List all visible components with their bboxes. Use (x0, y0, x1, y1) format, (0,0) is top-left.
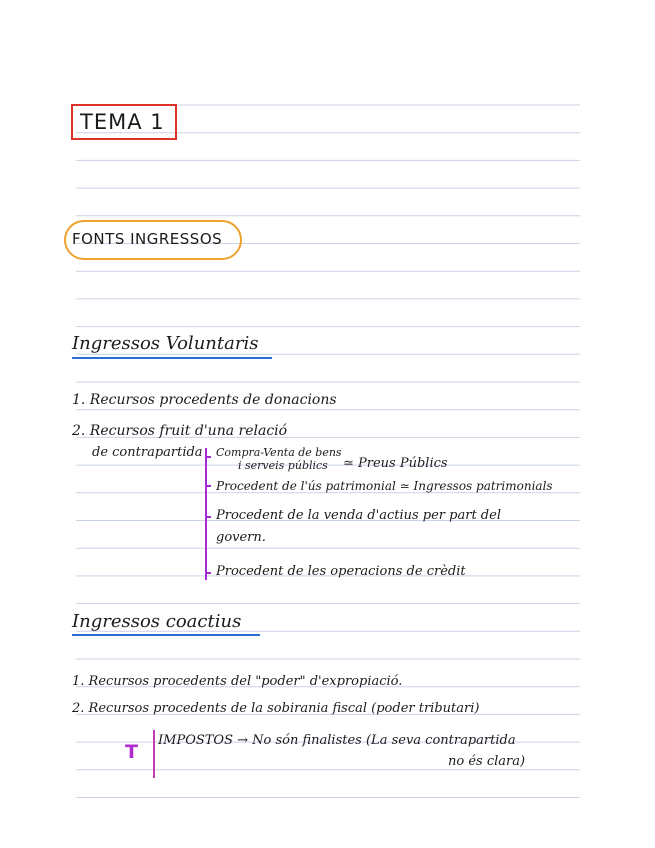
branch-text: Procedent de la venda d'actius per part del (216, 508, 501, 523)
heading-coactius: Ingressos coactius (72, 611, 242, 632)
subtitle: FONTS INGRESSOS (72, 230, 223, 248)
branch-text: Compra-Venta de bens (216, 446, 342, 459)
branch-dash (205, 516, 211, 518)
branch-dash (205, 572, 211, 574)
branch-bracket (205, 448, 207, 580)
branch-text: Procedent de l'ús patrimonial ≃ Ingressos patrimonials (216, 479, 553, 493)
branch-text: govern. (216, 530, 266, 545)
heading-voluntaris: Ingressos Voluntaris (72, 333, 259, 354)
page-title: TEMA 1 (80, 110, 165, 134)
branch-text: i serveis públics (238, 459, 328, 472)
list-item: 2. Recursos procedents de la sobirania fiscal (poder tributari) (72, 701, 480, 716)
list-item: 1. Recursos procedents del "poder" d'expropiació. (72, 674, 403, 689)
branch-text: ≃ Preus Públics (343, 456, 448, 471)
branch-dash (205, 456, 211, 458)
impostos-marker: T (125, 741, 138, 763)
heading-underline (72, 357, 272, 359)
impostos-bracket (153, 730, 155, 778)
branch-text: Procedent de les operacions de crèdit (216, 564, 466, 579)
list-item: 2. Recursos fruit d'una relació (72, 423, 288, 439)
branch-dash (205, 485, 211, 487)
list-item: 1. Recursos procedents de donacions (72, 392, 337, 408)
list-item: de contrapartida (92, 445, 203, 460)
impostos-text: IMPOSTOS → No són finalistes (La seva contrapartida (158, 733, 516, 748)
heading-underline (72, 634, 260, 636)
impostos-text-continued: no és clara) (448, 754, 526, 769)
